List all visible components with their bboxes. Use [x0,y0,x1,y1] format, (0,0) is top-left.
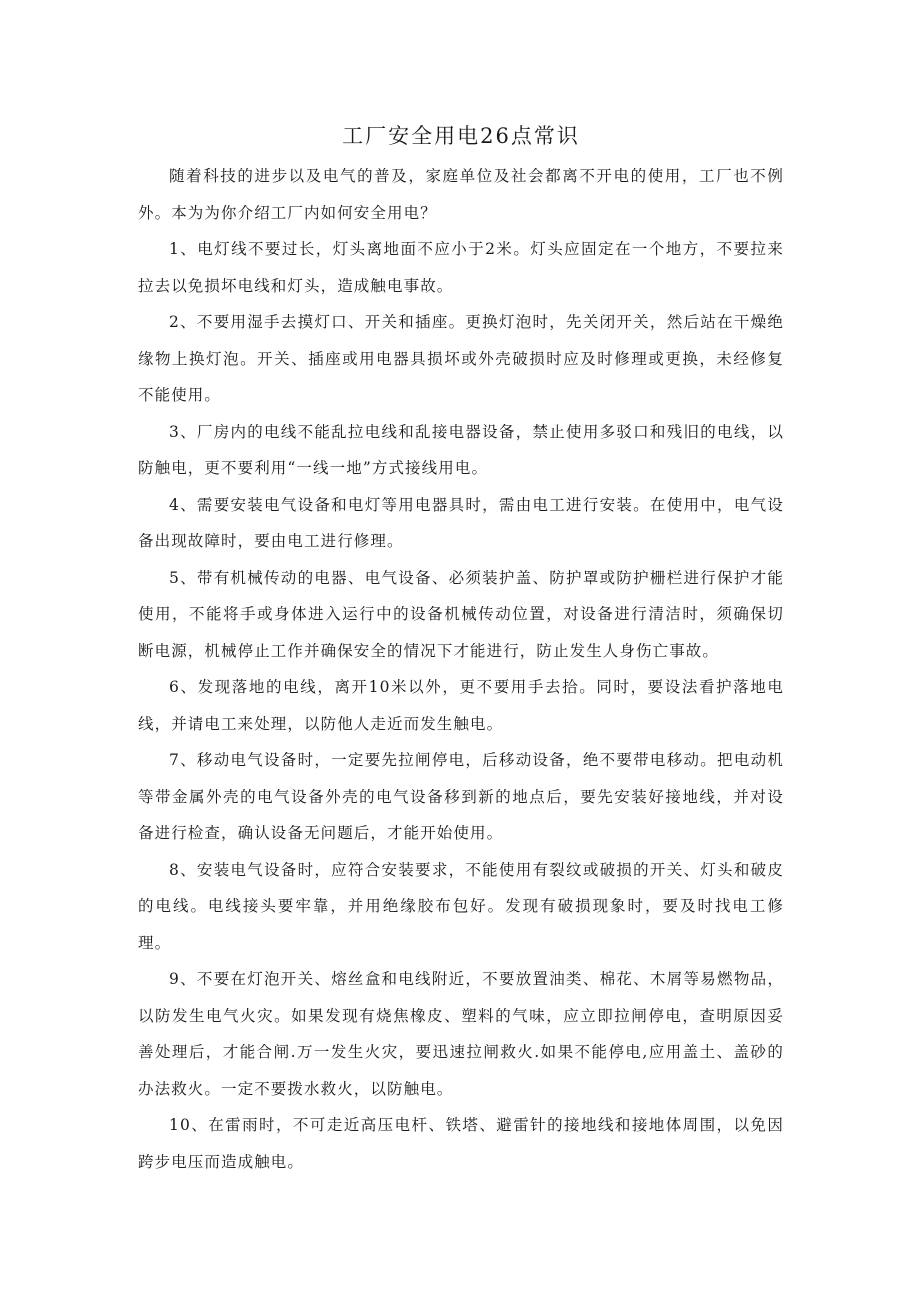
document-title: 工厂安全用电26点常识 [342,124,580,148]
rule-item-5: 5、带有机械传动的电器、电气设备、必须装护盖、防护罩或防护栅栏进行保护才能使用，不能将手或身体进入运行中的设备机械传动位置，对设备进行清洁时，须确保切断电源，机械停止工作并确保安全的情况下才能进行，防止发生人身伤亡事故。 [138,568,784,660]
intro-paragraph: 随着科技的进步以及电气的普及，家庭单位及社会都离不开电的使用，工厂也不例外。本为为你介绍工厂内如何安全用电？ [138,167,784,222]
rule-item-6: 6、发现落地的电线，离开10米以外，更不要用手去拾。同时，要设法看护落地电线，并请电工来处理，以防他人走近而发生触电。 [138,678,784,733]
rule-item-9: 9、不要在灯泡开关、熔丝盒和电线附近，不要放置油类、棉花、木屑等易燃物品，以防发生电气火灾。如果发现有烧焦橡皮、塑料的气味，应立即拉闸停电，查明原因妥善处理后，才能合闸.万一发生火灾，要迅速拉闸救火.如果不能停电,应用盖土、盖砂的办法救火。一定不要拨水救火，以防触电。 [138,970,784,1098]
rule-item-7: 7、移动电气设备时，一定要先拉闸停电，后移动设备，绝不要带电移动。把电动机等带金属外壳的电气设备外壳的电气设备移到新的地点后，要先安装好接地线，并对设备进行检查，确认设备无问题后，才能开始使用。 [138,751,784,842]
rule-item-2: 2、不要用湿手去摸灯口、开关和插座。更换灯泡时，先关闭开关，然后站在干燥绝缘物上换灯泡。开关、插座或用电器具损坏或外壳破损时应及时修理或更换，未经修复不能使用。 [138,313,784,404]
rule-item-3: 3、厂房内的电线不能乱拉电线和乱接电器设备，禁止使用多驳口和残旧的电线，以防触电，更不要利用“一线一地”方式接线用电。 [138,422,784,477]
rule-item-10: 10、在雷雨时，不可走近高压电杆、铁塔、避雷针的接地线和接地体周围，以免因跨步电压而造成触电。 [138,1116,784,1171]
rule-item-4: 4、需要安装电气设备和电灯等用电器具时，需由电工进行安装。在使用中，电气设备出现故障时，要由电工进行修理。 [138,495,784,550]
rule-item-1: 1、电灯线不要过长，灯头离地面不应小于2米。灯头应固定在一个地方，不要拉来拉去以免损坏电线和灯头，造成触电事故。 [138,240,784,295]
rule-item-8: 8、安装电气设备时，应符合安装要求，不能使用有裂纹或破损的开关、灯头和破皮的电线。电线接头要牢靠，并用绝缘胶布包好。发现有破损现象时，要及时找电工修理。 [138,860,784,952]
document-page [138,120,784,1180]
